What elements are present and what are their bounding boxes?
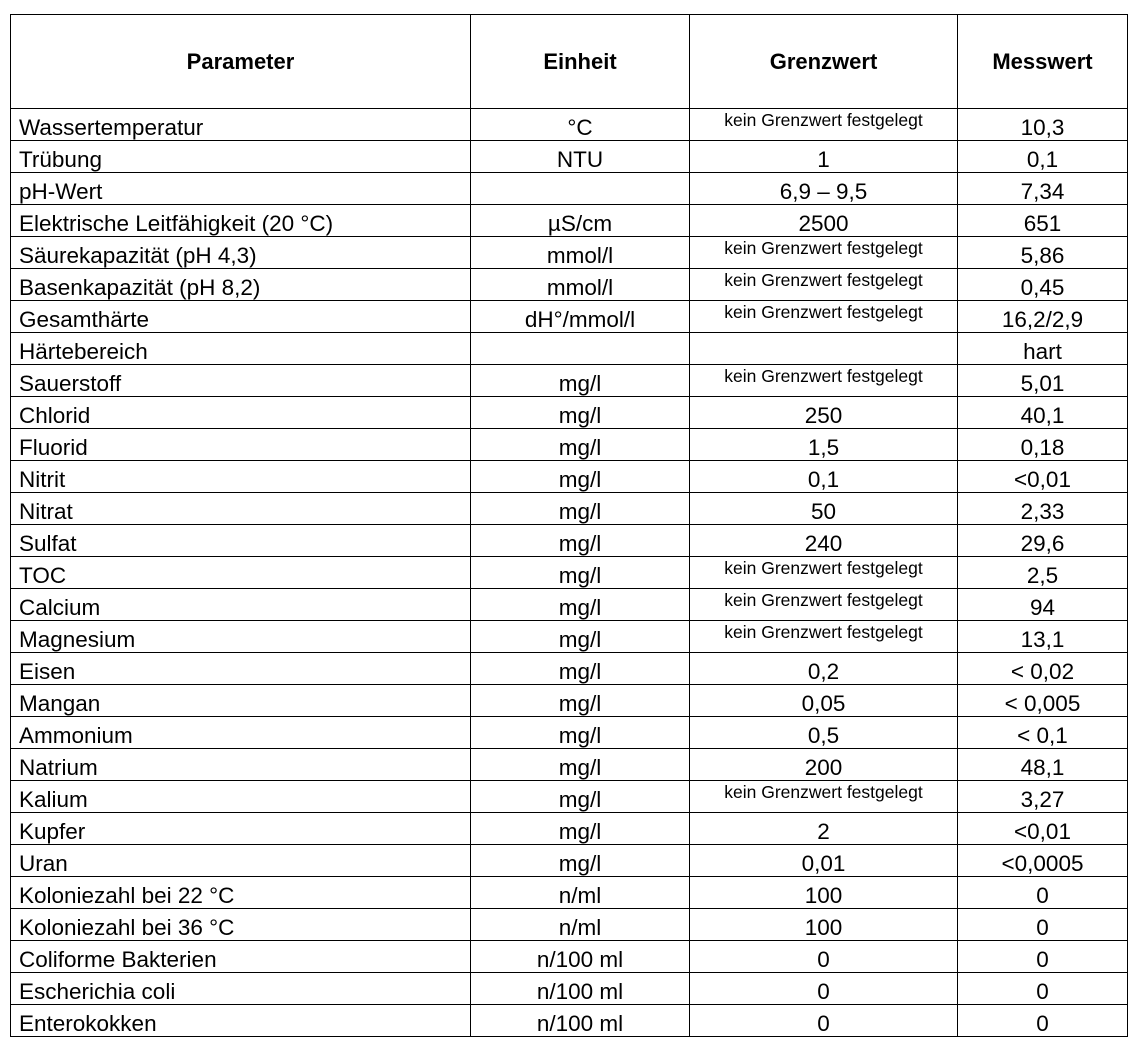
cell-parameter: Elektrische Leitfähigkeit (20 °C) xyxy=(11,205,471,237)
cell-limit: 2 xyxy=(690,813,958,845)
table-row xyxy=(11,461,1128,493)
cell-unit: mg/l xyxy=(471,685,690,717)
cell-measured: 2,33 xyxy=(958,493,1128,525)
cell-limit: 50 xyxy=(690,493,958,525)
table-row xyxy=(11,141,1128,173)
cell-parameter: Basenkapazität (pH 8,2) xyxy=(11,269,471,301)
table-row xyxy=(11,813,1128,845)
header-limit: Grenzwert xyxy=(690,15,958,109)
cell-limit: kein Grenzwert festgelegt xyxy=(690,621,958,653)
cell-limit: kein Grenzwert festgelegt xyxy=(690,269,958,301)
table-row xyxy=(11,301,1128,333)
cell-measured: 2,5 xyxy=(958,557,1128,589)
table-row xyxy=(11,333,1128,365)
cell-parameter: Natrium xyxy=(11,749,471,781)
cell-unit: mg/l xyxy=(471,717,690,749)
cell-parameter: Coliforme Bakterien xyxy=(11,941,471,973)
table-row xyxy=(11,269,1128,301)
cell-parameter: Chlorid xyxy=(11,397,471,429)
cell-unit: mg/l xyxy=(471,429,690,461)
table-row xyxy=(11,973,1128,1005)
cell-measured: hart xyxy=(958,333,1128,365)
cell-measured: 29,6 xyxy=(958,525,1128,557)
cell-unit: mg/l xyxy=(471,365,690,397)
cell-unit: NTU xyxy=(471,141,690,173)
cell-unit: n/100 ml xyxy=(471,1005,690,1037)
cell-measured: 5,01 xyxy=(958,365,1128,397)
cell-unit: n/100 ml xyxy=(471,973,690,1005)
cell-parameter: Gesamthärte xyxy=(11,301,471,333)
cell-measured: 0,1 xyxy=(958,141,1128,173)
cell-unit: mg/l xyxy=(471,589,690,621)
cell-unit: µS/cm xyxy=(471,205,690,237)
cell-measured: <0,01 xyxy=(958,813,1128,845)
cell-unit: mg/l xyxy=(471,621,690,653)
cell-measured: < 0,005 xyxy=(958,685,1128,717)
table-row xyxy=(11,717,1128,749)
cell-limit: 0,2 xyxy=(690,653,958,685)
cell-measured: 10,3 xyxy=(958,109,1128,141)
cell-limit: kein Grenzwert festgelegt xyxy=(690,589,958,621)
cell-unit: mg/l xyxy=(471,525,690,557)
cell-measured: 0 xyxy=(958,877,1128,909)
table-row xyxy=(11,781,1128,813)
cell-measured: <0,0005 xyxy=(958,845,1128,877)
table-row xyxy=(11,909,1128,941)
cell-measured: 16,2/2,9 xyxy=(958,301,1128,333)
cell-limit: 0,01 xyxy=(690,845,958,877)
cell-unit xyxy=(471,333,690,365)
cell-parameter: Ammonium xyxy=(11,717,471,749)
cell-limit: 2500 xyxy=(690,205,958,237)
cell-limit: 1,5 xyxy=(690,429,958,461)
cell-limit: 0 xyxy=(690,973,958,1005)
cell-parameter: Sulfat xyxy=(11,525,471,557)
cell-parameter: Trübung xyxy=(11,141,471,173)
table-row xyxy=(11,749,1128,781)
cell-limit: 0,1 xyxy=(690,461,958,493)
cell-limit: 250 xyxy=(690,397,958,429)
table-row xyxy=(11,173,1128,205)
header-parameter: Parameter xyxy=(11,15,471,109)
table-row xyxy=(11,845,1128,877)
cell-limit: kein Grenzwert festgelegt xyxy=(690,557,958,589)
table-row xyxy=(11,877,1128,909)
cell-parameter: Fluorid xyxy=(11,429,471,461)
cell-unit: n/100 ml xyxy=(471,941,690,973)
header-row xyxy=(11,15,1128,109)
cell-parameter: pH-Wert xyxy=(11,173,471,205)
cell-limit xyxy=(690,333,958,365)
cell-unit: mg/l xyxy=(471,781,690,813)
table-row xyxy=(11,685,1128,717)
table-row xyxy=(11,557,1128,589)
cell-unit: mg/l xyxy=(471,845,690,877)
cell-measured: 3,27 xyxy=(958,781,1128,813)
cell-limit: 0,5 xyxy=(690,717,958,749)
cell-measured: 0 xyxy=(958,909,1128,941)
cell-unit: mg/l xyxy=(471,749,690,781)
water-quality-table xyxy=(10,14,1128,1037)
cell-unit: mg/l xyxy=(471,557,690,589)
header-measured: Messwert xyxy=(958,15,1128,109)
cell-unit: mmol/l xyxy=(471,237,690,269)
cell-unit: mg/l xyxy=(471,493,690,525)
cell-unit: dH°/mmol/l xyxy=(471,301,690,333)
cell-parameter: Kupfer xyxy=(11,813,471,845)
cell-limit: 240 xyxy=(690,525,958,557)
table-row xyxy=(11,365,1128,397)
cell-unit: mg/l xyxy=(471,813,690,845)
cell-parameter: Uran xyxy=(11,845,471,877)
table-row xyxy=(11,1005,1128,1037)
cell-measured: 48,1 xyxy=(958,749,1128,781)
cell-measured: < 0,1 xyxy=(958,717,1128,749)
cell-measured: 0 xyxy=(958,941,1128,973)
table-header xyxy=(11,15,1128,109)
cell-limit: 0 xyxy=(690,1005,958,1037)
cell-parameter: Nitrit xyxy=(11,461,471,493)
table-row xyxy=(11,205,1128,237)
cell-measured: 94 xyxy=(958,589,1128,621)
cell-limit: kein Grenzwert festgelegt xyxy=(690,365,958,397)
cell-limit: kein Grenzwert festgelegt xyxy=(690,109,958,141)
cell-parameter: Koloniezahl bei 22 °C xyxy=(11,877,471,909)
cell-limit: kein Grenzwert festgelegt xyxy=(690,781,958,813)
table-row xyxy=(11,621,1128,653)
table-row xyxy=(11,589,1128,621)
cell-parameter: Sauerstoff xyxy=(11,365,471,397)
cell-measured: <0,01 xyxy=(958,461,1128,493)
cell-measured: 651 xyxy=(958,205,1128,237)
cell-unit: °C xyxy=(471,109,690,141)
cell-measured: 13,1 xyxy=(958,621,1128,653)
table-row xyxy=(11,941,1128,973)
cell-unit: mmol/l xyxy=(471,269,690,301)
cell-parameter: Mangan xyxy=(11,685,471,717)
cell-parameter: Escherichia coli xyxy=(11,973,471,1005)
cell-measured: 7,34 xyxy=(958,173,1128,205)
cell-unit xyxy=(471,173,690,205)
cell-measured: < 0,02 xyxy=(958,653,1128,685)
cell-parameter: Koloniezahl bei 36 °C xyxy=(11,909,471,941)
cell-limit: 0,05 xyxy=(690,685,958,717)
cell-parameter: Calcium xyxy=(11,589,471,621)
cell-limit: 0 xyxy=(690,941,958,973)
header-unit: Einheit xyxy=(471,15,690,109)
cell-measured: 0 xyxy=(958,1005,1128,1037)
cell-parameter: TOC xyxy=(11,557,471,589)
cell-parameter: Wassertemperatur xyxy=(11,109,471,141)
cell-limit: 200 xyxy=(690,749,958,781)
cell-limit: 100 xyxy=(690,877,958,909)
table-row xyxy=(11,397,1128,429)
cell-unit: mg/l xyxy=(471,653,690,685)
cell-measured: 0,45 xyxy=(958,269,1128,301)
cell-unit: n/ml xyxy=(471,909,690,941)
cell-parameter: Eisen xyxy=(11,653,471,685)
table-row xyxy=(11,237,1128,269)
cell-measured: 0,18 xyxy=(958,429,1128,461)
cell-parameter: Nitrat xyxy=(11,493,471,525)
cell-measured: 0 xyxy=(958,973,1128,1005)
cell-parameter: Enterokokken xyxy=(11,1005,471,1037)
cell-limit: 1 xyxy=(690,141,958,173)
table-row xyxy=(11,429,1128,461)
cell-measured: 40,1 xyxy=(958,397,1128,429)
cell-unit: n/ml xyxy=(471,877,690,909)
cell-parameter: Härtebereich xyxy=(11,333,471,365)
cell-limit: 100 xyxy=(690,909,958,941)
cell-limit: kein Grenzwert festgelegt xyxy=(690,301,958,333)
cell-unit: mg/l xyxy=(471,397,690,429)
table-body xyxy=(11,109,1128,1037)
cell-parameter: Kalium xyxy=(11,781,471,813)
cell-measured: 5,86 xyxy=(958,237,1128,269)
cell-limit: 6,9 – 9,5 xyxy=(690,173,958,205)
cell-parameter: Säurekapazität (pH 4,3) xyxy=(11,237,471,269)
table-row xyxy=(11,653,1128,685)
table-row xyxy=(11,493,1128,525)
table-row xyxy=(11,525,1128,557)
cell-limit: kein Grenzwert festgelegt xyxy=(690,237,958,269)
cell-unit: mg/l xyxy=(471,461,690,493)
table-row xyxy=(11,109,1128,141)
cell-parameter: Magnesium xyxy=(11,621,471,653)
